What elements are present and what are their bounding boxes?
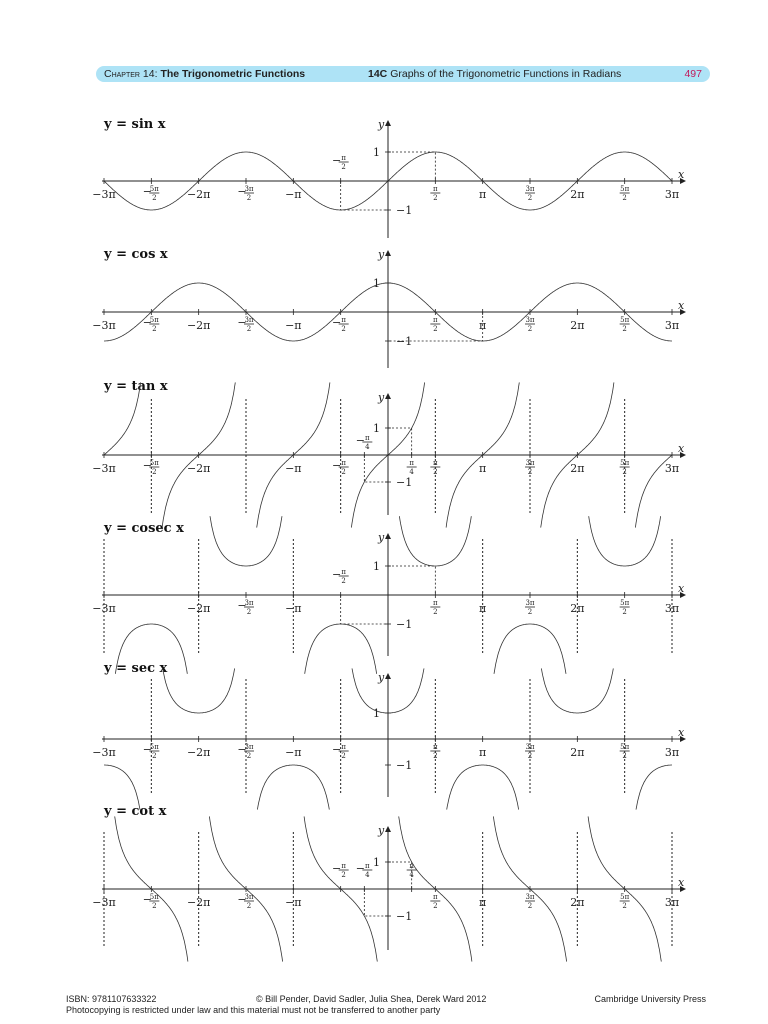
x-tick-label-num: 3π (244, 893, 254, 901)
graph-title: y = cosec x (104, 521, 184, 536)
x-tick-label-num: π (365, 434, 370, 442)
x-tick-label-num: 5π (620, 185, 630, 193)
x-tick-label-sign: − (332, 459, 342, 472)
x-tick-label-sign: − (142, 316, 152, 329)
x-tick-label-num: π (409, 862, 414, 870)
y-axis-arrow (385, 826, 391, 832)
x-tick-label-den: 2 (341, 752, 346, 760)
guide-pos (388, 566, 435, 595)
x-tick-label-num: π (433, 185, 438, 193)
x-axis-label: x (678, 582, 685, 595)
x-tick-label-num: 5π (149, 893, 159, 901)
x-tick-label-den: 2 (527, 194, 533, 202)
x-tick-label-den: 2 (246, 608, 252, 616)
x-tick-label-num: π (433, 893, 438, 901)
footer-publisher: Cambridge University Press (594, 994, 706, 1004)
y-axis-arrow (385, 250, 391, 256)
x-tick-label-num: 3π (244, 599, 254, 607)
x-tick-label: −2π (186, 319, 211, 332)
x-tick-label: 2π (570, 319, 585, 332)
x-tick-label-den: 2 (341, 468, 346, 476)
y-axis-arrow (385, 120, 391, 126)
x-tick-label-den: 2 (152, 902, 157, 910)
x-tick-label-den: 2 (527, 902, 533, 910)
x-tick-label-num: π (433, 316, 438, 324)
x-tick-label-sign: − (237, 185, 247, 198)
x-tick-label-num: 3π (525, 599, 535, 607)
x-axis-label: x (678, 299, 685, 312)
x-tick-label-den: 2 (433, 608, 438, 616)
x-tick-label-sign: − (332, 154, 342, 167)
x-axis-label: x (678, 168, 685, 181)
x-tick-label-den: 2 (622, 752, 627, 760)
x-tick-label-den: 2 (152, 468, 157, 476)
x-tick-label-num: 5π (620, 459, 630, 467)
x-tick-label: 2π (570, 602, 585, 615)
x-tick-label: −3π (92, 896, 116, 909)
x-tick-label-den: 2 (622, 194, 627, 202)
graph-title: y = sec x (104, 661, 168, 676)
x-tick-label: −π (285, 462, 302, 475)
x-tick-label-den: 4 (365, 443, 370, 451)
x-tick-label: 2π (570, 746, 585, 759)
y-axis-label: y (378, 391, 385, 404)
x-tick-label-num: 3π (525, 185, 535, 193)
x-tick-label-den: 2 (527, 608, 533, 616)
x-tick-label: 2π (570, 188, 585, 201)
x-tick-label-num: 3π (244, 316, 254, 324)
x-tick-label-num: 3π (525, 459, 535, 467)
x-tick-label-den: 2 (622, 902, 627, 910)
x-tick-label: −π (285, 319, 302, 332)
y-axis-label: y (378, 671, 385, 684)
guide-pos (388, 428, 412, 455)
page-number: 497 (684, 68, 702, 80)
x-tick-label-den: 2 (622, 325, 627, 333)
graph-sec (92, 661, 686, 810)
y-axis-label: y (378, 824, 385, 837)
x-tick-label-den: 2 (433, 752, 438, 760)
x-tick-label-sign: − (142, 743, 152, 756)
y-mark-minus1: −1 (396, 759, 413, 772)
graph-cos (92, 247, 686, 368)
x-tick-label: 3π (664, 896, 680, 909)
x-tick-label-den: 4 (365, 871, 370, 879)
y-mark-1: 1 (373, 707, 380, 720)
x-tick-label-sign: − (237, 743, 247, 756)
x-tick-label-den: 2 (433, 902, 438, 910)
x-tick-label-den: 2 (152, 752, 157, 760)
x-tick-label: −π (285, 896, 302, 909)
x-tick-label-den: 2 (527, 468, 533, 476)
x-tick-label-sign: − (142, 893, 152, 906)
x-tick-label-den: 2 (341, 871, 346, 879)
x-tick-label: −π (285, 746, 302, 759)
x-tick-label-num: 3π (525, 743, 535, 751)
x-tick-label-den: 2 (341, 163, 346, 171)
x-tick-label-den: 2 (246, 902, 252, 910)
x-tick-label: 3π (664, 188, 680, 201)
x-tick-label: π (479, 896, 487, 909)
x-tick-label-den: 2 (246, 752, 252, 760)
chapter-title: The Trigonometric Functions (160, 68, 306, 80)
x-axis-label: x (678, 876, 685, 889)
x-tick-label-num: π (341, 568, 346, 576)
y-mark-1: 1 (373, 422, 380, 435)
x-tick-label-num: 3π (244, 743, 254, 751)
x-tick-label-den: 2 (246, 194, 252, 202)
x-tick-label-den: 2 (341, 577, 346, 585)
y-mark-1: 1 (373, 560, 380, 573)
x-tick-label: −3π (92, 188, 116, 201)
footer-notice: Photocopying is restricted under law and this material must not be transferred to another party (66, 1005, 441, 1015)
x-tick-label-den: 2 (527, 752, 533, 760)
x-tick-label-num: π (409, 459, 414, 467)
guide-min (341, 181, 388, 210)
x-tick-label: π (479, 602, 487, 615)
x-tick-label: −π (285, 602, 302, 615)
graph-cosec (92, 516, 686, 674)
x-tick-label-den: 2 (433, 325, 438, 333)
x-tick-label: −2π (186, 188, 211, 201)
y-mark-minus1: −1 (396, 618, 413, 631)
x-tick-label-num: 5π (620, 599, 630, 607)
guide-pos (388, 862, 412, 889)
x-tick-label: π (479, 462, 487, 475)
x-tick-label-den: 2 (341, 325, 346, 333)
page-footer (66, 994, 706, 1016)
x-tick-label: 3π (664, 319, 680, 332)
x-tick-label-num: 3π (244, 185, 254, 193)
x-tick-label-num: 3π (525, 893, 535, 901)
footer-copyright: © Bill Pender, David Sadler, Julia Shea, Derek Ward 2012 (256, 994, 487, 1004)
x-tick-label-den: 4 (409, 871, 414, 879)
y-axis-arrow (385, 533, 391, 539)
section-title: Graphs of the Trigonometric Functions in Radians (390, 68, 622, 80)
x-tick-label-sign: − (332, 862, 342, 875)
y-mark-1: 1 (373, 146, 380, 159)
x-tick-label-den: 2 (433, 468, 438, 476)
x-tick-label-num: π (433, 599, 438, 607)
x-tick-label-den: 2 (433, 194, 438, 202)
x-tick-label-sign: − (142, 185, 152, 198)
graph-cot (92, 804, 686, 962)
guide-neg (364, 889, 388, 916)
x-tick-label: −2π (186, 896, 211, 909)
x-tick-label-sign: − (332, 568, 342, 581)
x-tick-label-sign: − (142, 459, 152, 472)
x-tick-label-sign: − (355, 862, 365, 875)
x-tick-label-num: π (341, 862, 346, 870)
x-tick-label-den: 2 (246, 325, 252, 333)
x-tick-label-num: 5π (149, 459, 159, 467)
x-tick-label: −3π (92, 319, 116, 332)
x-tick-label-num: π (341, 743, 346, 751)
x-tick-label-num: 5π (620, 743, 630, 751)
x-tick-label-num: π (341, 459, 346, 467)
graph-sin (92, 117, 686, 238)
x-tick-label-num: π (433, 743, 438, 751)
x-tick-label-den: 4 (409, 468, 414, 476)
y-axis-label: y (378, 118, 385, 131)
guide-neg (341, 595, 388, 624)
y-axis-label: y (378, 248, 385, 261)
graph-tan (92, 379, 686, 528)
x-axis-label: x (678, 726, 685, 739)
graph-title: y = cos x (104, 247, 168, 262)
x-tick-label-den: 2 (622, 608, 627, 616)
x-tick-label: 2π (570, 896, 585, 909)
x-tick-label-sign: − (332, 743, 342, 756)
x-tick-label-sign: − (332, 316, 342, 329)
y-axis-arrow (385, 393, 391, 399)
y-mark-minus1: −1 (396, 335, 413, 348)
x-tick-label: −3π (92, 602, 116, 615)
x-tick-label-sign: − (237, 316, 247, 329)
x-tick-label-num: π (365, 862, 370, 870)
graph-title: y = tan x (104, 379, 168, 394)
x-tick-label: π (479, 188, 487, 201)
guide-neg (364, 455, 388, 482)
chapter-label: Chapter (104, 68, 140, 80)
x-tick-label-den: 2 (152, 325, 157, 333)
footer-isbn: ISBN: 9781107633322 (66, 994, 157, 1004)
x-tick-label-num: 5π (149, 316, 159, 324)
y-mark-minus1: −1 (396, 910, 413, 923)
graph-title: y = cot x (104, 804, 167, 819)
x-tick-label: 3π (664, 746, 680, 759)
x-tick-label-num: 3π (525, 316, 535, 324)
x-tick-label: π (479, 746, 487, 759)
x-tick-label: −2π (186, 746, 211, 759)
x-tick-label-sign: − (237, 893, 247, 906)
y-axis-arrow (385, 673, 391, 679)
x-tick-label: 3π (664, 462, 680, 475)
x-tick-label: −π (285, 188, 302, 201)
x-tick-label-num: π (341, 316, 346, 324)
y-mark-minus1: −1 (396, 476, 413, 489)
x-tick-label: π (479, 319, 487, 332)
x-tick-label: −3π (92, 746, 116, 759)
guide-max (388, 152, 435, 181)
x-tick-label: 2π (570, 462, 585, 475)
graph-title: y = sin x (104, 117, 166, 132)
x-tick-label-num: 5π (620, 316, 630, 324)
x-axis-label: x (678, 442, 685, 455)
x-tick-label: −2π (186, 462, 211, 475)
x-tick-label-num: π (341, 154, 346, 162)
x-tick-label-den: 2 (622, 468, 627, 476)
x-tick-label-sign: − (237, 599, 247, 612)
x-tick-label-den: 2 (527, 325, 533, 333)
y-mark-minus1: −1 (396, 204, 413, 217)
y-mark-1: 1 (373, 856, 380, 869)
x-tick-label-sign: − (355, 434, 365, 447)
y-axis-label: y (378, 531, 385, 544)
x-tick-label-num: 5π (149, 743, 159, 751)
x-tick-label-num: 5π (620, 893, 630, 901)
chapter-number: 14: (142, 68, 158, 80)
x-tick-label-num: 5π (149, 185, 159, 193)
section-number: 14C (368, 68, 388, 80)
x-tick-label: −2π (186, 602, 211, 615)
x-tick-label: −3π (92, 462, 116, 475)
x-tick-label: 3π (664, 602, 680, 615)
x-tick-label-den: 2 (152, 194, 157, 202)
y-mark-1: 1 (373, 277, 380, 290)
x-tick-label-num: π (433, 459, 438, 467)
